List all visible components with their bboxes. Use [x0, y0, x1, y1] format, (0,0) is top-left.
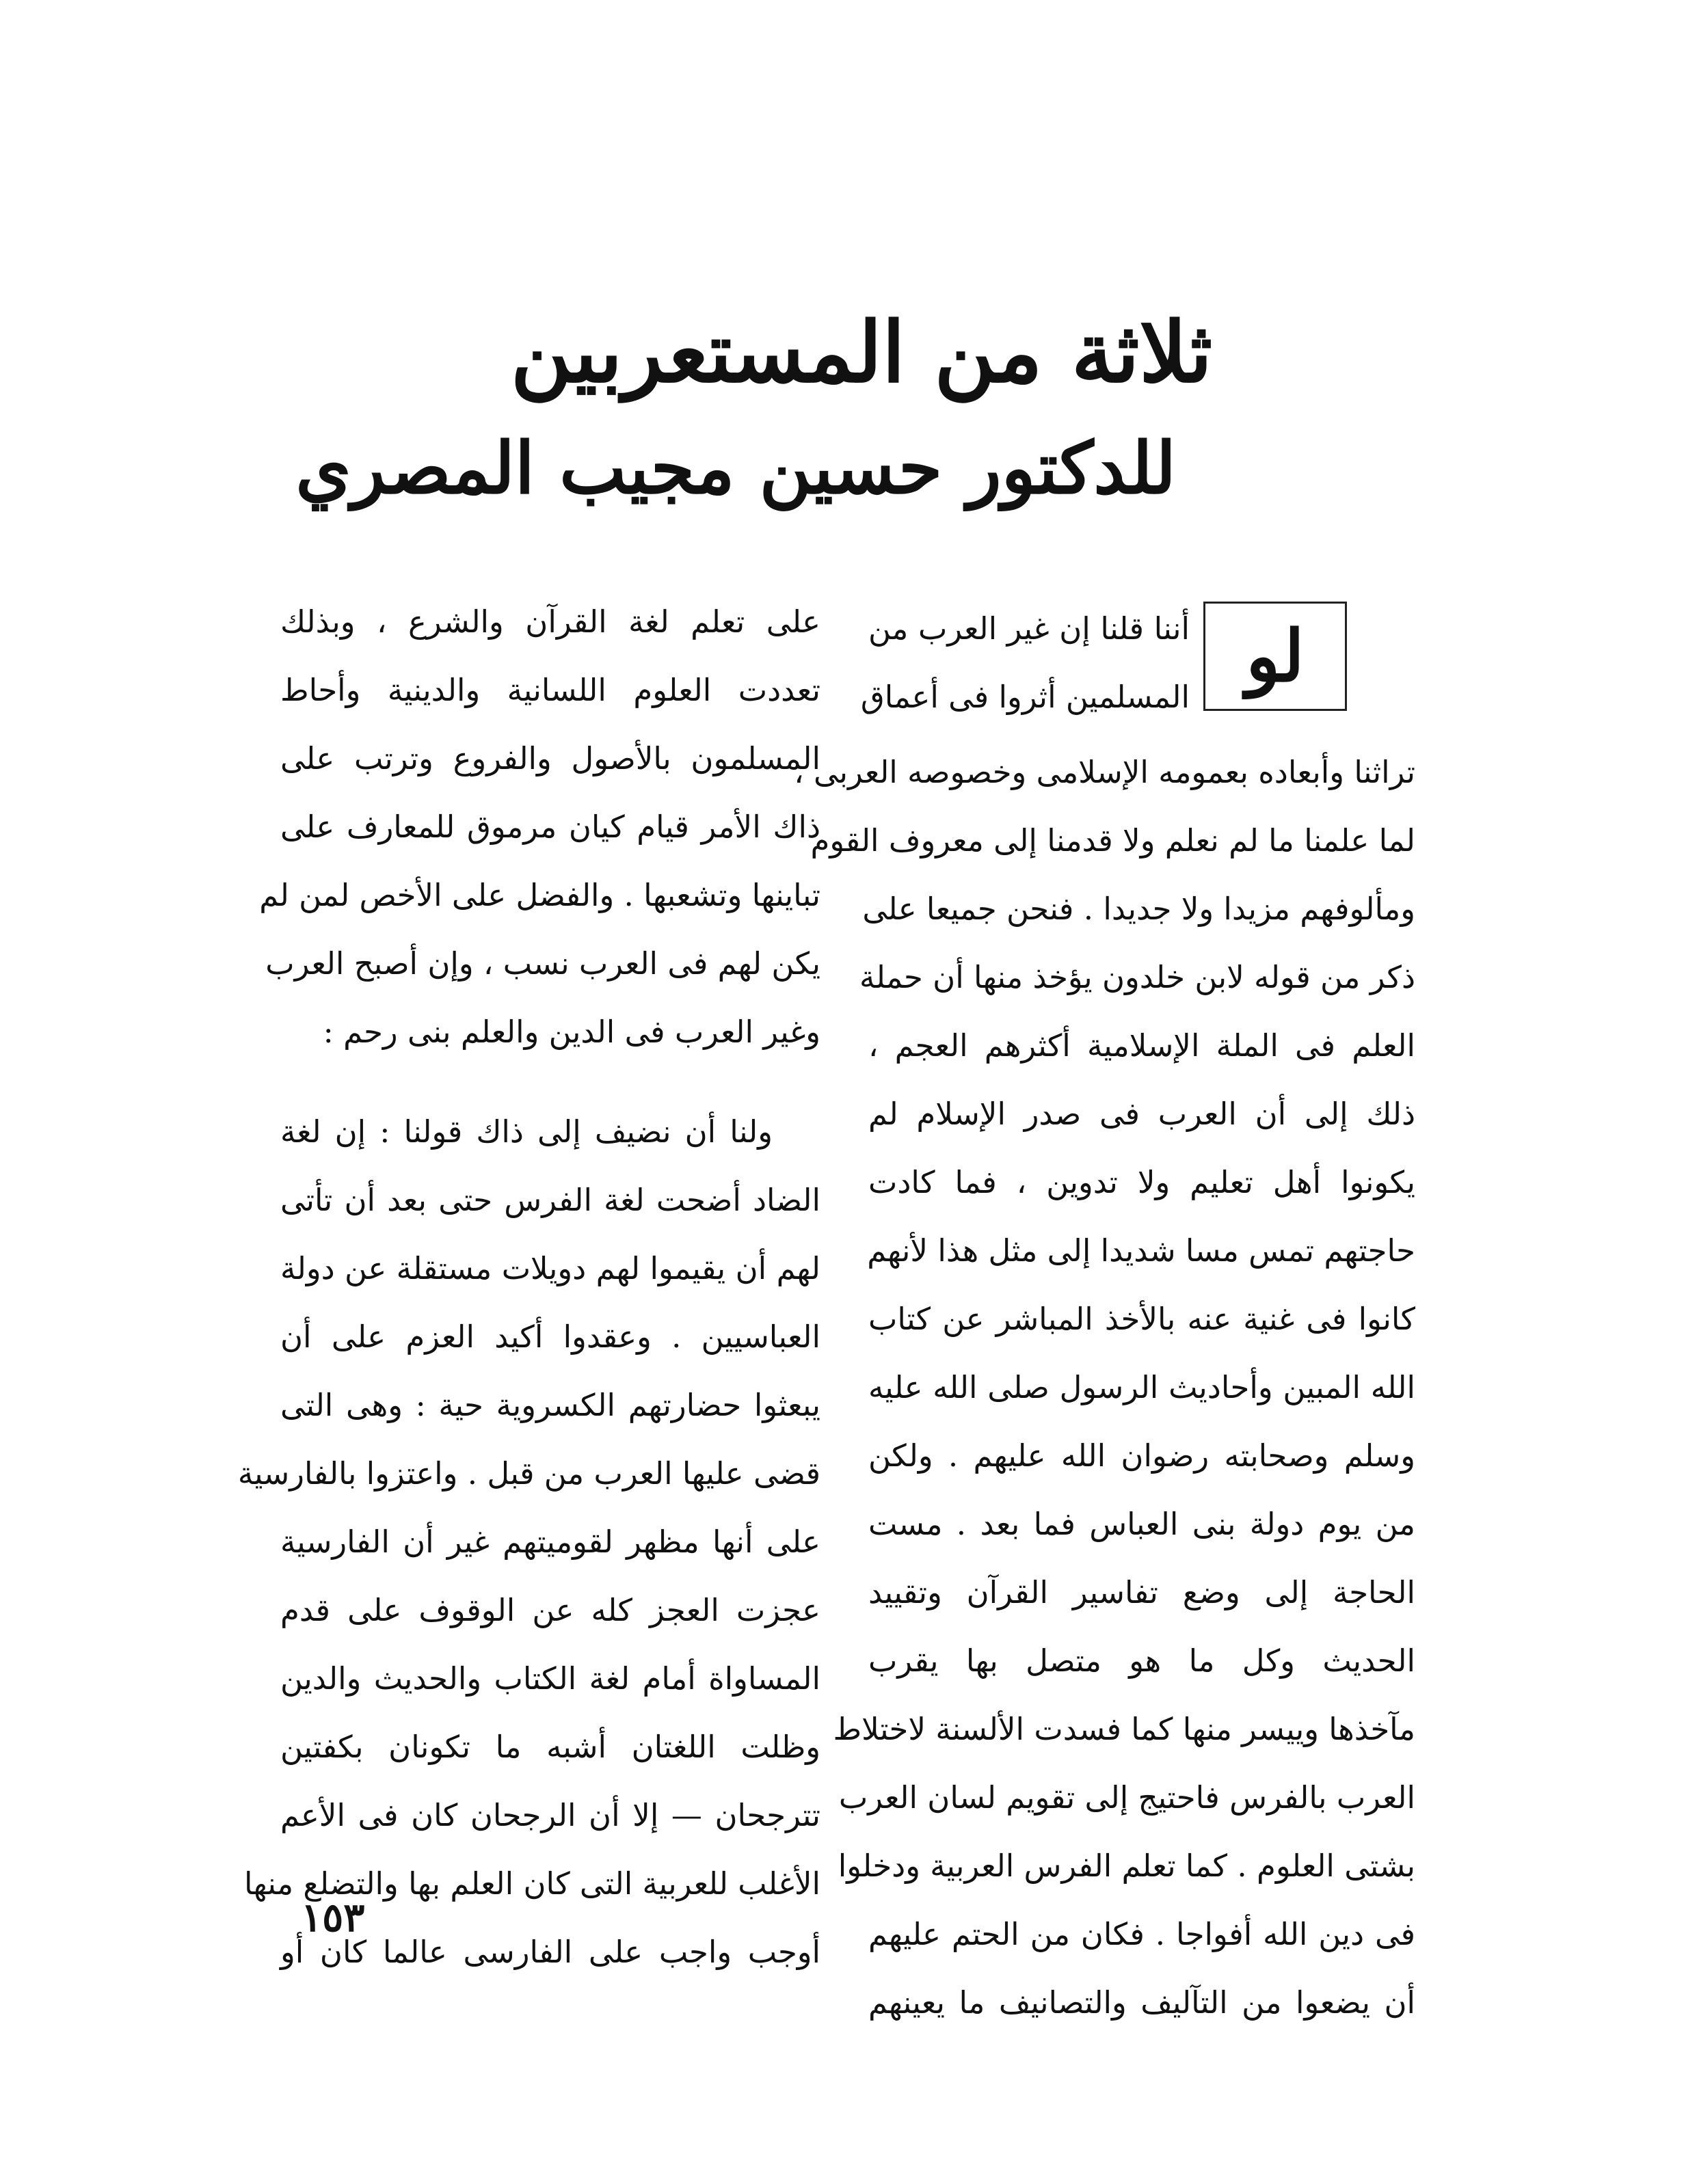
text-line: تعددت العلوم اللسانية والدينية وأحاط: [280, 672, 820, 708]
text-line: على أنها مظهر لقوميتهم غير أن الفارسية: [280, 1524, 820, 1560]
text-line: يكن لهم فى العرب نسب ، وإن أصبح العرب: [265, 945, 820, 982]
paragraph-first-line: ولنا أن نضيف إلى ذاك قولنا : إن لغة: [280, 1114, 773, 1150]
text-line: تترجحان — إلا أن الرجحان كان فى الأعم: [280, 1797, 820, 1833]
text-line: المساواة أمام لغة الكتاب والحديث والدين: [280, 1660, 820, 1697]
text-line: بشتى العلوم . كما تعلم الفرس العربية ودخلوا: [838, 1848, 1415, 1884]
text-line: فى دين الله أفواجا . فكان من الحتم عليهم: [868, 1916, 1415, 1952]
page-number: ١٥٣: [301, 1894, 365, 1941]
text-line: ذلك إلى أن العرب فى صدر الإسلام لم: [868, 1096, 1415, 1132]
text-line: أننا قلنا إن غير العرب من: [868, 610, 1190, 647]
text-line: ذاك الأمر قيام كيان مرموق للمعارف على: [280, 809, 820, 845]
text-line: عجزت العجز كله عن الوقوف على قدم: [280, 1592, 820, 1628]
text-line: يبعثوا حضارتهم الكسروية حية : وهى التى: [280, 1387, 820, 1423]
text-line: ومألوفهم مزيدا ولا جديدا . فنحن جميعا على: [862, 891, 1415, 927]
article-title: ثلاثة من المستعربين: [510, 303, 1213, 401]
text-line: تباينها وتشعبها . والفضل على الأخص لمن لم: [259, 877, 820, 913]
text-line: العباسيين . وعقدوا أكيد العزم على أن: [280, 1319, 820, 1355]
text-line: حاجتهم تمس مسا شديدا إلى مثل هذا لأنهم: [867, 1232, 1415, 1269]
drop-cap-letter: لو: [1246, 614, 1305, 698]
text-line: وسلم وصحابته رضوان الله عليهم . ولكن: [868, 1438, 1415, 1474]
left-column: [237, 588, 820, 1986]
text-line: لهم أن يقيموا لهم دويلات مستقلة عن دولة: [280, 1250, 820, 1286]
text-line: المسلمين أثروا فى أعماق: [860, 679, 1190, 715]
text-line: الأغلب للعربية التى كان العلم بها والتضلع منها: [243, 1865, 820, 1902]
text-line: أن يضعوا من التآليف والتصانيف ما يعينهم: [868, 1984, 1415, 2021]
right-column: [794, 738, 1415, 2037]
text-line: على تعلم لغة القرآن والشرع ، وبذلك: [280, 604, 820, 640]
text-line: وظلت اللغتان أشبه ما تكونان بكفتين: [280, 1729, 820, 1765]
text-line: مآخذها وييسر منها كما فسدت الألسنة لاختلاط: [833, 1711, 1415, 1747]
author-byline: للدكتور حسين مجيب المصري: [295, 426, 1176, 510]
drop-cap-box: [1203, 602, 1347, 711]
text-line: العرب بالفرس فاحتيج إلى تقويم لسان العرب: [838, 1779, 1415, 1816]
text-line: الله المبين وأحاديث الرسول صلى الله عليه: [868, 1369, 1415, 1405]
text-line: وغير العرب فى الدين والعلم بنى رحم :: [323, 1014, 820, 1050]
text-line: لما علمنا ما لم نعلم ولا قدمنا إلى معروف القوم: [810, 822, 1415, 859]
text-line: أوجب واجب على الفارسى عالما كان أو: [280, 1934, 820, 1970]
text-line: المسلمون بالأصول والفروع وترتب على: [280, 740, 820, 777]
text-line: ذكر من قوله لابن خلدون يؤخذ منها أن حملة: [859, 959, 1415, 995]
text-line: الحاجة إلى وضع تفاسير القرآن وتقييد: [868, 1574, 1415, 1610]
text-line: يكونوا أهل تعليم ولا تدوين ، فما كادت: [868, 1164, 1415, 1200]
text-line: العلم فى الملة الإسلامية أكثرهم العجم ،: [868, 1027, 1415, 1064]
drop-cap-adjacent-lines: [860, 595, 1190, 731]
text-line: قضى عليها العرب من قبل . واعتزوا بالفارسية: [237, 1455, 820, 1492]
text-line: من يوم دولة بنى العباس فما بعد . مست: [868, 1506, 1415, 1542]
text-line: كانوا فى غنية عنه بالأخذ المباشر عن كتاب: [868, 1301, 1415, 1337]
text-line: الضاد أضحت لغة الفرس حتى بعد أن تأتى: [280, 1182, 820, 1218]
text-line: تراثنا وأبعاده بعمومه الإسلامى وخصوصه العربى ،: [794, 754, 1415, 790]
text-line: الحديث وكل ما هو متصل بها يقرب: [868, 1643, 1415, 1679]
